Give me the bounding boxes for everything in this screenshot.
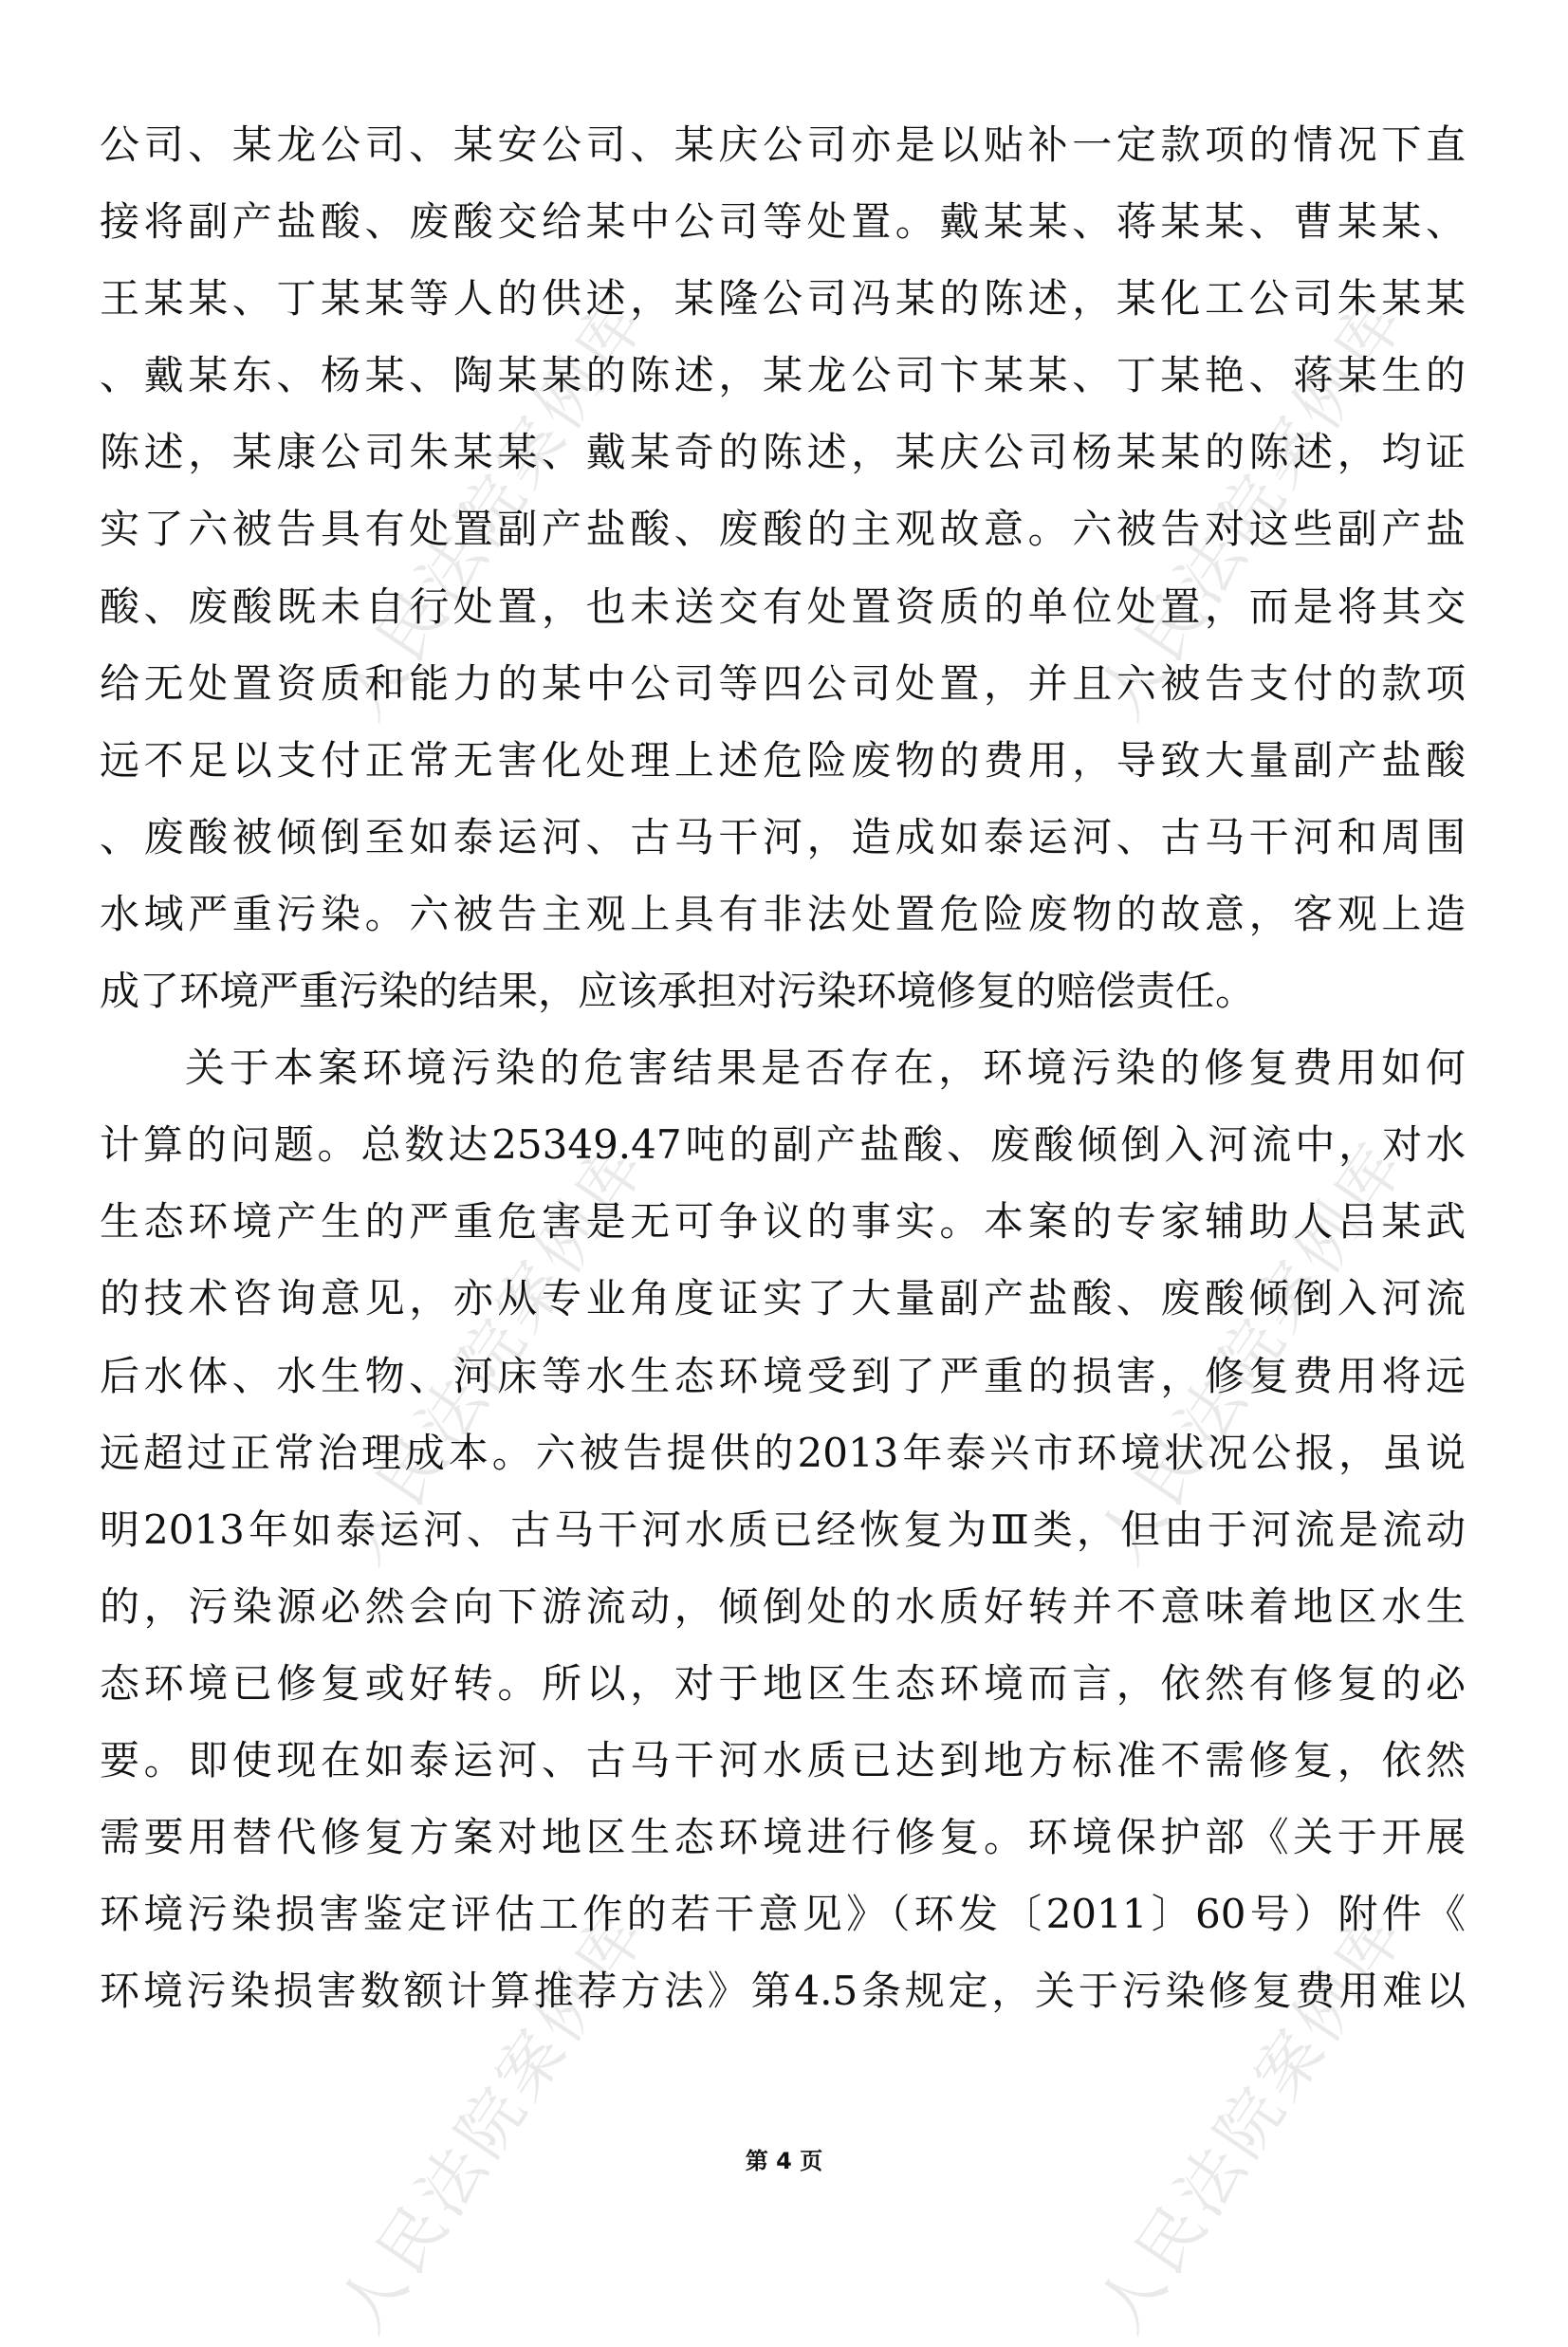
text-line: 关于本案环境污染的危害结果是否存在，环境污染的修复费用如何 [185,1044,1466,1092]
text-line: 态环境已修复或好转。所以，对于地区生态环境而言，依然有修复的必 [100,1659,1466,1707]
watermark: 人民法院案例库 [1083,1895,1421,2346]
watermark: 人民法院案例库 [1083,1127,1421,1578]
text-line: 要。即使现在如泰运河、古马干河水质已达到地方标准不需修复，依然 [100,1736,1466,1783]
text-line: 给无处置资质和能力的某中公司等四公司处置，并且六被告支付的款项 [100,659,1466,707]
text-line: 远不足以支付正常无害化处理上述危险废物的费用，导致大量副产盐酸 [100,736,1466,784]
page-number: 第 4 页 [745,2148,823,2174]
text-line: 后水体、水生物、河床等水生态环境受到了严重的损害，修复费用将远 [100,1352,1466,1399]
body-text [100,106,1466,2029]
text-line: 生态环境产生的严重危害是无可争议的事实。本案的专家辅助人吕某武 [100,1198,1466,1246]
text-line: 、废酸被倾倒至如泰运河、古马干河，造成如泰运河、古马干河和周围 [100,813,1466,860]
text-line: 需要用替代修复方案对地区生态环境进行修复。环境保护部《关于开展 [100,1814,1466,1861]
text-line: 酸、废酸既未自行处置，也未送交有处置资质的单位处置，而是将其交 [100,582,1466,630]
text-line: 环境污染损害鉴定评估工作的若干意见》（环发〔2011〕60号）附件《 [100,1891,1466,1938]
watermark: 人民法院案例库 [324,1895,662,2346]
text-line: 接将副产盐酸、废酸交给某中公司等处置。戴某某、蒋某某、曹某某、 [100,198,1466,246]
text-line: 公司、某龙公司、某安公司、某庆公司亦是以贴补一定款项的情况下直 [100,121,1466,168]
text-line: 陈述，某康公司朱某某、戴某奇的陈述，某庆公司杨某某的陈述，均证 [100,429,1466,476]
text-line: 计算的问题。总数达25349.47吨的副产盐酸、废酸倾倒入河流中，对水 [100,1121,1466,1169]
text-line: 、戴某东、杨某、陶某某的陈述，某龙公司卞某某、丁某艳、蒋某生的 [100,352,1466,399]
watermark: 人民法院案例库 [324,1127,662,1578]
text-line: 水域严重污染。六被告主观上具有非法处置危险废物的故意，客观上造 [100,890,1466,937]
text-line: 王某某、丁某某等人的供述，某隆公司冯某的陈述，某化工公司朱某某 [100,275,1466,323]
text-line: 环境污染损害数额计算推荐方法》第4.5条规定，关于污染修复费用难以 [100,1968,1466,2015]
text-line: 实了六被告具有处置副产盐酸、废酸的主观故意。六被告对这些副产盐 [100,506,1466,553]
text-line: 明2013年如泰运河、古马干河水质已经恢复为Ⅲ类，但由于河流是流动 [100,1506,1466,1553]
text-line: 的技术咨询意见，亦从专业角度证实了大量副产盐酸、废酸倾倒入河流 [100,1275,1466,1322]
text-line: 的，污染源必然会向下游流动，倾倒处的水质好转并不意味着地区水生 [100,1582,1466,1630]
text-line: 成了环境严重污染的结果，应该承担对污染环境修复的赔偿责任。 [100,968,1256,1015]
watermark: 人民法院案例库 [324,283,662,733]
watermark: 人民法院案例库 [1083,283,1421,733]
text-line: 远超过正常治理成本。六被告提供的2013年泰兴市环境状况公报，虽说 [100,1429,1466,1476]
